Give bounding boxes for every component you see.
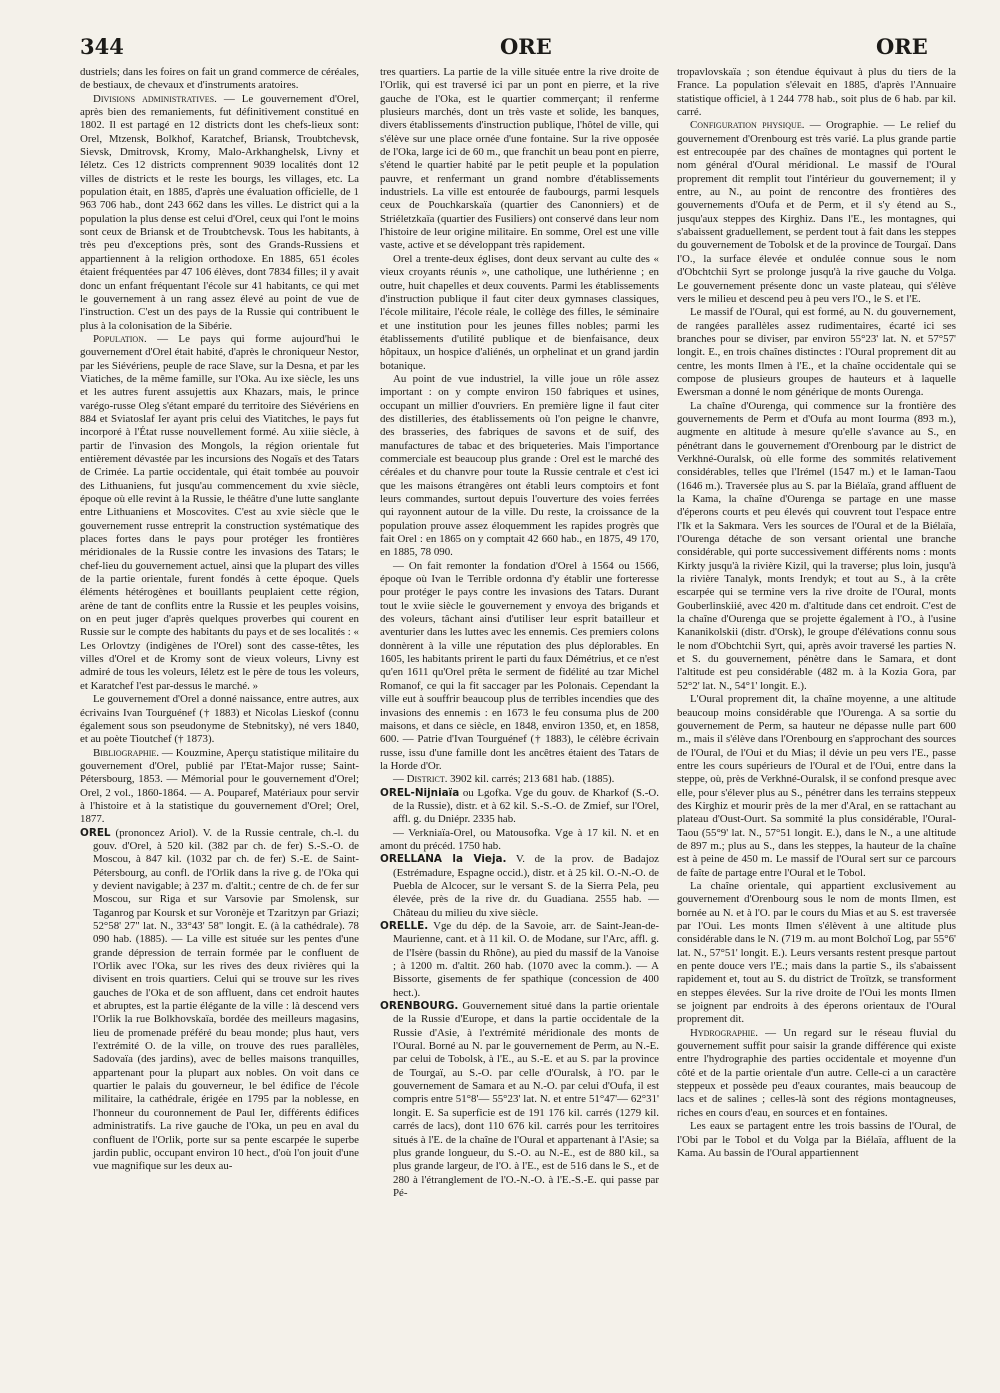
paragraph [677,1120,956,1160]
dictionary-entry [380,853,659,920]
entry-headword: ORENBOURG. [380,1000,459,1013]
paragraph-text: — On fait remonter la fondation d'Orel à 1564 ou 1566, époque où Ivan le Terrible ordonna d'y établir une forteresse pour protéger le pays contre les invasions des Tatars. Durant tout le xviie siècle le gouvernement y envoya des brigands et des voleurs, tâchant ainsi d'utiliser leur esprit batailleur et aventurier dans les luttes avec les ennemis. Ces premiers colons donnèrent à la ville une réputation des plus déplorables. En 1605, les habitants prirent le parti du faux Démétrius, et ce n'est qu'en 1611 qu'Orel prêta le serment de fidélité au tzar Michel Romanof, ce qui la fit saccager par les Polonais. Cependant la ville eut à souffrir beaucoup plus de terribles incendies que des invasions des ennemis : en 1673 le feu consuma plus de 200 maisons, et dans ce siècle, en 1848, environ 1350, et, en 1858, 600. — Patrie d'Ivan Tourguénef († 1883), le célèbre écrivain russe, issu d'une famille dont les ancêtres étaient des Tatars de la Horde d'Or. [380,559,659,772]
continued-paragraph [677,66,956,119]
paragraph [677,119,956,306]
paragraph [80,747,359,827]
paragraph-text: (prononcez Ariol). V. de la Russie centrale, ch.-l. du gouv. d'Orel, à 520 kil. (382 par ch. de fer) S.-S.-O. de Moscou, à 847 kil. (1032 par ch. de fer) S.-E. de Saint-Pétersbourg, au confl. de l'Orlik dans la rive g. de l'Oka qui y devient navigable; à 237 m. d'altit.; centre de ch. de fer sur Moscou, sur Riga et sur Varsovie par Smolensk, sur Taganrog par Koursk et sur Voronèje et Tzaritzyn par Griazi; 52°58' 27" lat. N., 33°43' 58" longit. E. (à la cathédrale). 78 090 hab. (1885). — La ville est située sur les pentes d'une grande dépression de terrain formée par le confluent de l'Orlik avec l'Oka, sur les rives des deux rivières qui la divisent en trois quartiers. Celui qui se trouve sur les rives gauches de l'Oka et de son affluent, dans cet endroit hautes et abruptes, est la partie élégante de la ville : là descend vers l'Orlik la rue Bolkhovskaïa, bordée des meilleurs magasins, lieu de promenade préféré du beau monde; plus haut, vers l'extrémité O. de la ville, on trouve des rues parallèles, Sadovaïa (des jardins), avec de belles maisons tranquilles, appartenant pour la plupart aux nobles. On voit dans ce quartier le palais du gouverneur, le bel édifice de l'école militaire, la cathédrale, érigée en 1795 par la noblesse, en l'honneur du couronnement de Paul Ier, différents édifices administratifs. La rive gauche de l'Oka, un peu en aval du confluent de l'Orlik, porte sur sa pente escarpée le superbe jardin public, occupant environ 10 hect., d'où l'on jouit d'une vue magnifique sur les deux au- [93,826,359,1173]
entry-headword: OREL [80,826,111,839]
paragraph-text: tropavlovskaïa ; son étendue équivaut à plus du tiers de la France. La population s'élevait en 1885, d'après l'Annuaire statistique officiel, à 1 244 778 hab., soit plus de 6 hab. par kil. carré. [677,66,956,119]
paragraph [380,827,659,854]
section-lead: — District. [393,773,448,786]
paragraph-text: — Le gouvernement d'Orel, après bien des remaniements, fut définitivement constitué en 1802. Il est partagé en 12 districts dont les chefs-lieux sont: Orel, Mtzensk, Bolkhof, Karatchef, Briansk, Troubtchevsk, Sievsk, Dmitrovsk, Kromy, Malo-Arkhanghelsk, Livny et Iéletz. Ces 12 districts comprennent 9039 localités dont 12 villes de districts et le reste les bourgs, les villages, etc. La population était, en 1885, d'après une évaluation officielle, de 1 963 706 hab., dont 243 662 dans les villes. Le district qui a la population la plus dense est celui d'Orel, ceux qui l'ont le moins sont ceux de Briansk et de Troubtchevsk. Tous les habitants, à très peu d'exceptions près, sont des Grands-Russiens et appartiennent à la religion orthodoxe. En 1885, 651 écoles étaient fréquentées par 47 106 élèves, dont 7834 filles; il y avait donc un enfant fréquentant l'école sur 41 habitants, ce qui met le gouvernement à un rang assez élevé au point de vue de l'instruction. C'est un des pays de la Russie qui contribuent le plus à la colonisation de la Sibérie. [80,92,359,332]
dictionary-entry [380,787,659,827]
paragraph-text: ou Lgofka. Vge du gouv. de Kharkof (S.-O. de la Russie), distr. et à 62 kil. S.-S.-O. de Zmief, sur l'Orel, affl. g. du Dniépr. 2335 hab. [393,786,659,826]
paragraph-text: Vge du dép. de la Savoie, arr. de Saint-Jean-de-Maurienne, cant. et à 11 kil. O. de Modane, sur l'Arc, affl. g. de l'Isère (bassin du Rhône), au pied du massif de la Vanoise ; à 1200 m. d'altit. 260 hab. (1070 avec la comm.). — A Bissorte, gisements de fer spathique (concession de 400 hect.). [393,920,659,999]
paragraph [677,400,956,694]
paragraph-text: — Kouzmine, Aperçu statistique militaire du gouvernement d'Orel, publié par l'Etat-Major russe; Saint-Pétersbourg, 1853. — Mémorial pour le gouvernement d'Orel; Orel, 2 vol., 1860-1864. — A. Pouparef, Matériaux pour servir à l'histoire et à la statistique du gouvernement d'Orel; Orel, 1877. [80,746,359,826]
paragraph [380,373,659,560]
section-lead: Hydrographie. [690,1026,758,1039]
paragraph-text: La chaîne d'Ourenga, qui commence sur la frontière des gouvernements de Perm et d'Oufa au mont Iourma (893 m.), augmente en altitude à mesure qu'elle s'avance au S., en pénétrant dans le gouvernement d'Orenbourg par le district de Verkhné-Ouralsk, où elle forme des sommités relativement considérables, telles que l'Irémel (1547 m.) et le Iaman-Taou (1646 m.). Traversée plus au S. par la Biélaïa, grand affluent de la Kama, la chaîne d'Ourenga se partage en une masse d'éperons courts et peu élevés qui couvrent tout l'espace entre l'Ik et la Sakmara. Vers les sources de l'Oural et de la Biélaïa, l'Ourenga détache de son versant oriental une branche considérable, qui porte successivement différents noms : monts Kirkty jusqu'à la rivière Kizil, qui la traverse; plus loin, jusqu'à la rivière Tanalyk, monts Irendyk; et tout au S., à la crête escarpée qui se termine vers la rive droite de l'Oural, monts Gouberlinskiié, avec 420 m. d'altitude dans cet endroit. C'est de la chaîne d'Ourenga que se projette également à l'O., à l'usine Kananikolskii (distr. d'Orsk), le groupe d'élévations connu sous le nom d'Obchtchii Syrt, qui, après avoir traversé les parties N. et S. du gouvernement, pénètre dans le Samara, et dont l'altitude est peu considérable (482 m. à la Kozia Gora, par 52°2' lat. N., 54°1' longit. E.). [677,399,956,692]
running-head-right: ORE [876,34,928,59]
paragraph [677,693,956,880]
dictionary-entry [380,920,659,1000]
paragraph [677,880,956,1027]
paragraph-text: — Un regard sur le réseau fluvial du gouvernement suffit pour saisir la grande différence qui existe entre l'hydrographie des parties occidentale et moyenne d'un côté et de la partie orientale d'un autre. Celle-ci a un caractère steppeux et possède peu d'eaux courantes, mais beaucoup de lacs et de salines ; celles-là sont des régions montagneuses, riches en cours d'eau, en sources et en fontaines. [677,1026,956,1119]
paragraph-text: — Le pays qui forme aujourd'hui le gouvernement d'Orel était habité, d'après le chroniqueur Nestor, par les Siévériens, peuple de race Slave, sur la Desna, et par les Viatiches, de la même famille, sur l'Oka. Au ixe siècle, les uns et les autres furent assujettis aux Khazars, mais, le prince varégo-russe Oleg s'étant emparé du territoire des Siévériens en 884 et Sviatoslaf Ier ayant pris celui des Viatitches, le pays fut incorporé à l'État russe nouvellement formé. Au xiiie siècle, à partir de l'invasion des Mongols, la région orientale fut entièrement dévastée par les incursions des Nogaïs et des Tatars de Crimée. La partie occidentale, qui était tombée au pouvoir des Lithuaniens, fut jusqu'au commencement du xvie siècle, époque où elle revint à la Russie, le théâtre d'une lutte sanglante entre Lithuaniens et Moscovites. C'est au xvie siècle que le gouvernement russe entreprit la construction systématique des places fortes dans le pays pour protéger les frontières méridionales de la Russie contre les invasions des Tatars; le chef-lieu du gouvernement actuel, ainsi que la plupart des villes de la partie orientale, furent fondés à cette époque. Quels éléments hétérogènes et bouillants peuplaient cette région, arène de tant de conflits entre la Russie et les peuples voisins, on en peut juger d'après quelques proverbes qui courent en Russie sur le compte des habitants du pays et de ses localités : « Les Orlovtzy (indigènes de l'Orel) sont des casse-têtes, les villes d'Orel et de Kromy sont de vieux voleurs, Livny est admiré de tous les voleurs, Iéletz est le père de tous les voleurs, et Karatchef l'est par-dessus le marché. » [80,332,359,692]
paragraph-text: Au point de vue industriel, la ville joue un rôle assez important : on y compte environ 150 fabriques et usines, occupant un millier d'ouvriers. En première ligne il faut citer des distilleries, des établissements où l'on peigne le chanvre, des brasseries, des fabriques de savons et de suif, des manufactures de tabac et des briqueteries. Mais l'importance commerciale est beaucoup plus grande : Orel est le marché des céréales et du chanvre pour toute la Russie centrale et c'est ici que les maisons étrangères ont établi leurs comptoirs et font leurs commandes, surtout depuis l'ouverture des voies ferrées qui rayonnent autour de la ville. Du reste, la croissance de la population prouve assez éloquemment les rapides progrès que fait Orel : en 1865 on y comptait 42 660 hab., en 1875, 49 170, en 1885, 78 090. [380,372,659,559]
paragraph [380,773,659,786]
paragraph [677,306,956,399]
paragraph-text: La chaîne orientale, qui appartient exclusivement au gouvernement d'Orenbourg sous le nom de monts Ilmen, est bornée au N. et à l'O. par le cours du Mias et au S. est traversée par l'Oui. Les monts Ilmen s'élèvent à une altitude plus considérable dans le N. (719 m. au mont Bolchoï Log, par 55°6' lat. N., 57°51' longit. E.). Leurs versants restent presque partout en pente douce vers l'E.; mais dans la partie S., ils s'abaissent rapidement et, tout au S. du district de Troïtzk, se transforment en steppes élevées. Sur la rive droite de l'Oui les monts Ilmen se joignent par endroits à des éperons orientaux de l'Oural proprement dit. [677,879,956,1026]
paragraph [80,693,359,746]
paragraph-text: — Verkniaïa-Orel, ou Matousofka. Vge à 17 kil. N. et en amont du précéd. 1750 hab. [380,826,659,852]
text-column-3 [677,66,956,1376]
paragraph [380,560,659,774]
section-lead: Population. [93,332,147,345]
paragraph-text: Le massif de l'Oural, qui est formé, au N. du gouvernement, de rangées parallèles assez rudimentaires, écarté ici ses branches pour se diviser, par environ 55°23' lat. N. et 57°57' longit. E., en trois chaînes distinctes : l'Oural proprement dit au centre, les monts Ilmen à l'E., et la chaîne occidentale qui se compose de plusieurs groupes de hauteurs et à laquelle Ewersman a donné le nom générique de monts Ourenga. [677,306,956,399]
paragraph-text: L'Oural proprement dit, la chaîne moyenne, a une altitude beaucoup moins considérable que l'Ourenga. A sa sortie du gouvernement de Perm, sa hauteur ne dépasse nulle part 600 m., mais il s'élève dans l'Orenbourg en s'approchant des sources de l'Oural, de l'Oui et du Mias; il dévie un peu vers l'E., passe entre les cours supérieurs de l'Oural et de l'Oui, entre dans la steppe, où, près de Verkhné-Ouralsk, il se confond presque avec elle, pour s'élever plus au S., pénétrer dans les terrains steppeux des Kirghiz et mourir près de la mer d'Aral, en se rattachant au plateau d'Oust-Ourt. Sa sommité la plus considérable, l'Oural-Taou (55°9' lat. N., 57°51 longit. E.), dans le N., a une altitude de 897 m.; plus au S., dans les steppes, la hauteur de la chaîne est à peine de 450 m. Le massif de l'Oural sert sur ce parcours de faîte de partage entre l'Oural et le Tobol. [677,693,956,879]
page-header [80,34,962,66]
paragraph-text: dustriels; dans les foires on fait un grand commerce de céréales, de bestiaux, de chevaux et d'instruments aratoires. [80,66,359,92]
paragraph-text: V. de la prov. de Badajoz (Estrémadure, Espagne occid.), distr. et à 25 kil. O.-N.-O. de Puebla de Alcocer, sur le versant S. de la Sierra Pela, peu élevée, près de la rive dr. du Guadiana. 2555 hab. — Château du milieu du xive siècle. [393,853,659,919]
paragraph-text: — Orographie. — Le relief du gouvernement d'Orenbourg est très varié. La plus grande partie est entrecoupée par des chaînes de montagnes qui portent le nom général d'Oural méridional. Le massif de l'Oural proprement dit remplit tout l'intérieur du gouvernement; il y entre, au N., au point de rencontre des frontières des gouvernements d'Oufa et de Perm, et il s'y étend au S., jusqu'aux steppes des Kirghiz. Dans l'E., les montagnes, qui s'abaissent graduellement, se perdent tout à fait dans les steppes du gouvernement de Tobolsk et de la province de Tourgaï. Dans l'O., la surface élevée et ondulée connue sous le nom d'Obchtchii Syrt se prolonge jusqu'à la rive gauche du Volga. Le gouvernement présente donc un vaste plateau, qui s'élève vers le milieu et descend peu à peu vers l'O., le S. et l'E. [677,119,956,305]
section-lead: Bibliographie. [93,746,159,759]
section-lead: Configuration physique. [690,119,805,132]
paragraph-text: Orel a trente-deux églises, dont deux servant au culte des « vieux croyants réunis », une catholique, une luthérienne ; en outre, huit chapelles et deux couvents. Parmi les établissements d'instruction publique il faut citer deux gymnases classiques, l'école militaire, l'école réale, le collège des filles, le séminaire et une institution pour les jeunes filles nobles; parmi les établissements d'utilité publique et de bienfaisance, deux hôpitaux, un hospice d'aliénés, un orphelinat et un grand jardin botanique. [380,252,659,372]
paragraph-text: Le gouvernement d'Orel a donné naissance, entre autres, aux écrivains Ivan Tourguénef († 1883) et Nicolas Lieskof (connu également sous son pseudonyme de Stebnitsky), né vers 1840, et au poète Tioutchef († 1873). [80,693,359,746]
entry-headword: ORELLE. [380,920,429,932]
section-lead: Divisions administratives. [93,92,217,105]
dictionary-entry [80,827,359,1174]
paragraph-text: Les eaux se partagent entre les trois bassins de l'Oural, de l'Obi par le Tobol et du Volga par la Biélaïa, affluent de la Kama. Au bassin de l'Oural appartiennent [677,1120,956,1159]
running-head-center: ORE [500,34,552,59]
text-column-1 [80,66,359,1376]
paragraph [80,93,359,333]
paragraph [80,333,359,693]
paragraph [380,253,659,373]
text-column-2 [380,66,659,1376]
continued-paragraph [380,66,659,253]
paragraph-text: 3902 kil. carrés; 213 681 hab. (1885). [447,773,615,786]
paragraph-text: tres quartiers. La partie de la ville située entre la rive droite de l'Orlik, qui est traversé ici par un pont en pierre, et la rive gauche de l'Oka, est le quartier commerçant; il renferme plusieurs marchés, dont un très vaste et solide, les banques, divers établissements d'instruction publique, l'hôtel de ville, qui s'élève sur une place ornée d'une fontaine. Sur la rive opposée de l'Oka, large ici de 60 m., que franchit un beau pont en pierre, s'étend le quartier habité par le petit peuple et la population pauvre, et renfermant un grand nombre d'établissements industriels. La ville est entourée de faubourgs, parmi lesquels ceux de Pouchkarskaïa (quartier des Canonniers) et de Striéletzkaïa (quartier des Fusiliers) ont conservé dans leur nom l'histoire de leur origine militaire. En somme, Orel est une ville vaste, active et se développant très rapidement. [380,66,659,252]
continued-paragraph [80,66,359,93]
paragraph-text: Gouvernement situé dans la partie orientale de la Russie d'Europe, et dans la partie occidentale de la Russie d'Asie, à l'extrémité méridionale des monts de l'Oural. Borné au N. par le gouvernement de Perm, au N.-E. par celui de Tobolsk, à l'E., au S.-E. et au S. par la province de Tourgaï, au S.-O. par celle d'Ouralsk, à l'O. par le gouvernement de Samara et au N.-O. par celui d'Oufa, il est compris entre 51°8'— 55°23' lat. N. et entre 51°47'— 62°31' longit. E. Sa superficie est de 191 176 kil. carrés (1279 kil. carrés de lacs), dont 110 676 kil. carrés pour les territoires situés à l'E. de la chaîne de l'Oural et appartenant à l'Asie; sa plus grande longueur, du S.-O. au N.-E., est de 880 kil., sa plus grande largeur, de l'O. à l'E., est de 516 dans le S., et de 280 à l'étranglement de l'O.-N.-O. à l'E.-S.-E. qui passe par Pé- [393,1000,659,1199]
dictionary-entry [380,1000,659,1200]
entry-headword: OREL-Nijniaïa [380,786,460,799]
entry-headword: ORELLANA la Vieja. [380,853,507,866]
paragraph [677,1027,956,1120]
page-number: 344 [80,34,124,59]
